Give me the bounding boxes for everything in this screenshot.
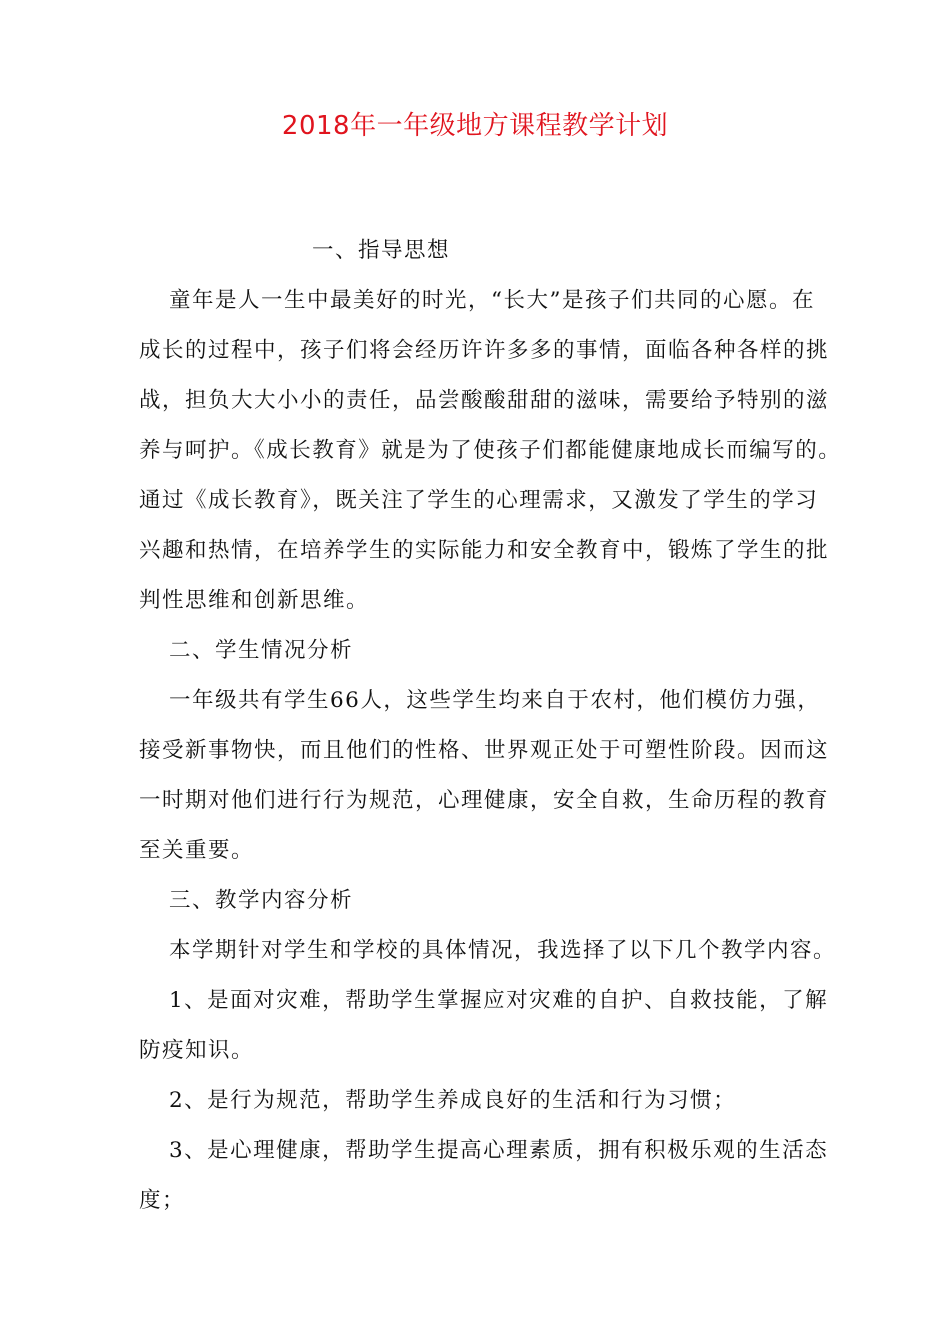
list-item-line: 3、是心理健康，帮助学生提高心理素质，拥有积极乐观的生活态 — [169, 1138, 829, 1163]
paragraph-line: 成长的过程中，孩子们将会经历许许多多的事情，面临各种各样的挑 — [139, 338, 830, 363]
section-heading-content-analysis: 三、教学内容分析 — [169, 888, 354, 913]
paragraph-line: 接受新事物快，而且他们的性格、世界观正处于可塑性阶段。因而这 — [139, 738, 830, 763]
list-item-line: 2、是行为规范，帮助学生养成良好的生活和行为习惯； — [169, 1088, 737, 1113]
section-heading-guiding-thought: 一、指导思想 — [312, 238, 451, 263]
paragraph-line: 战，担负大大小小的责任，品尝酸酸甜甜的滋味，需要给予特别的滋 — [139, 388, 830, 413]
list-item-line: 1、是面对灾难，帮助学生掌握应对灾难的自护、自救技能，了解 — [169, 988, 829, 1013]
paragraph-line: 通过《成长教育》，既关注了学生的心理需求，又激发了学生的学习 — [139, 488, 819, 513]
list-item-line: 防疫知识。 — [139, 1038, 255, 1063]
list-item-line: 度； — [139, 1188, 186, 1213]
paragraph-line: 养与呵护。《成长教育》就是为了使孩子们都能健康地成长而编写的。 — [139, 438, 842, 463]
section-heading-student-analysis: 二、学生情况分析 — [169, 638, 354, 663]
paragraph-line: 至关重要。 — [139, 838, 255, 863]
paragraph-line: 判性思维和创新思维。 — [139, 588, 370, 613]
paragraph-line: 一年级共有学生66人，这些学生均来自于农村，他们模仿力强， — [169, 688, 821, 713]
paragraph-line: 一时期对他们进行行为规范，心理健康，安全自救，生命历程的教育 — [139, 788, 830, 813]
document-title: 2018年一年级地方课程教学计划 — [281, 111, 669, 141]
paragraph-line: 童年是人一生中最美好的时光，“长大”是孩子们共同的心愿。在 — [169, 288, 815, 313]
paragraph-line: 本学期针对学生和学校的具体情况，我选择了以下几个教学内容。 — [169, 938, 837, 963]
paragraph-line: 兴趣和热情，在培养学生的实际能力和安全教育中，锻炼了学生的批 — [139, 538, 830, 563]
